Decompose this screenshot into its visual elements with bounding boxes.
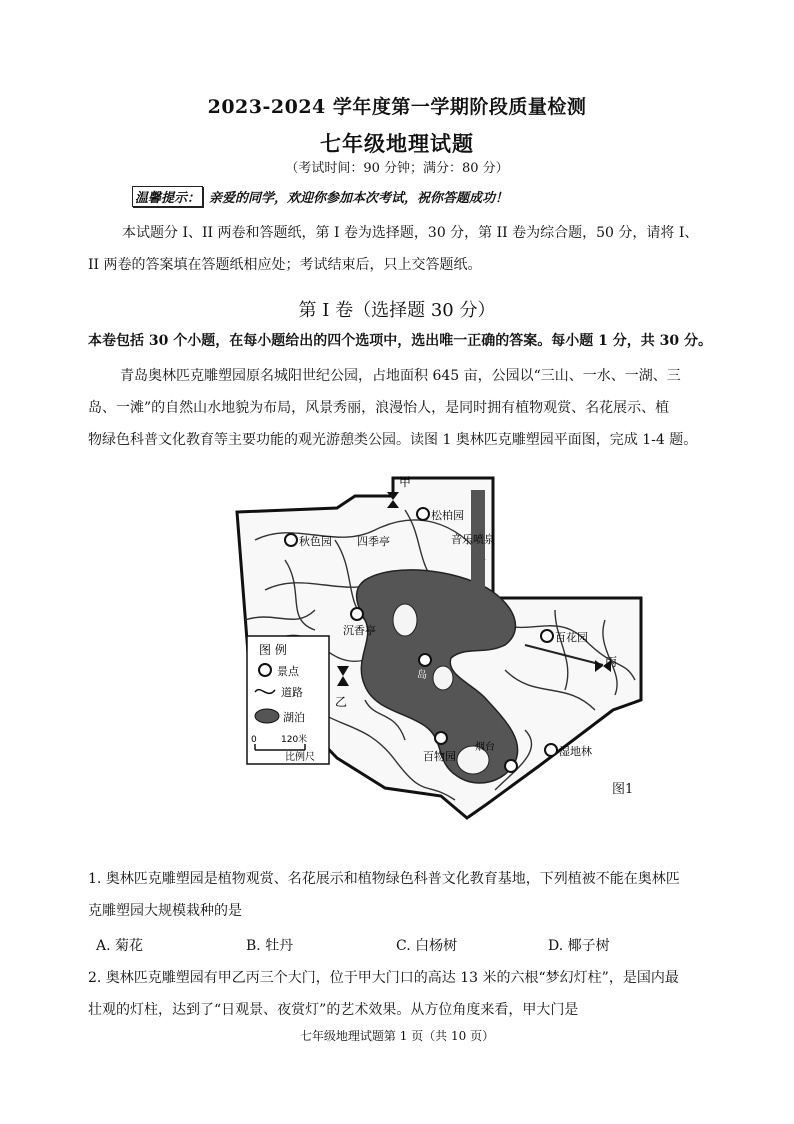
svg-text:百花园: 百花园 [555,631,588,644]
svg-text:百物园: 百物园 [423,750,456,763]
legend-spot-label: 景点 [277,665,299,678]
spot-baihua [541,630,588,644]
svg-text:松柏园: 松柏园 [431,509,464,522]
exam-info: （考试时间：90 分钟；满分：80 分） [285,161,509,176]
exam-title: 2023-2024 学年度第一学期阶段质量检测 [207,96,587,118]
figure-label: 图1 [612,782,634,797]
instructions-line-1: 本试题分 I、II 两卷和答题纸，第 I 卷为选择题，30 分，第 II 卷为综合题，50 分，请将 I、 [122,225,699,241]
legend-lake-icon [255,709,279,723]
question-1-line-1: 1. 奥林匹克雕塑园是植物观赏、名花展示和植物绿色科普文化教育基地，下列植被不能在奥林匹 [88,871,680,887]
gate-east-label: 丙 [605,655,618,669]
tip-label: 温馨提示： [132,186,203,207]
svg-text:烟台: 烟台 [475,742,495,753]
instructions-line-2: II 两卷的答案填在答题纸相应处；考试结束后，只上交答题纸。 [88,257,482,273]
gate-north-label: 甲 [399,475,412,489]
question-1-line-2: 克雕塑园大规模栽种的是 [88,903,242,919]
passage-line-1: 青岛奥林匹克雕塑园原名城阳世纪公园，占地面积 645 亩，公园以“三山、一水、一湖、三 [120,368,681,384]
exam-subtitle: 七年级地理试题 [320,131,474,156]
scale-label: 比例尺 [285,752,315,763]
tip-row [132,186,508,207]
scale-zero: 0 [251,735,257,745]
passage-line-3: 物绿色科普文化教育等主要功能的观光游憩类公园。读图 1 奥林匹克雕塑园平面图，完成 1-4 题。 [88,432,698,448]
legend-lake-label: 湖泊 [283,711,305,724]
svg-text:沉香亭: 沉香亭 [343,624,376,637]
scale-value: 120米 [281,735,308,745]
spot-yantai [475,740,495,753]
legend-road-label: 道路 [281,686,303,699]
passage-line-2: 岛、一滩”的自然山水地貌为布局，风景秀丽，浪漫怡人，是同时拥有植物观赏、名花展示、植 [88,400,670,416]
spot-yinyue [451,532,495,546]
page-footer: 七年级地理试题第 1 页（共 10 页） [299,1029,495,1043]
q1-option-c: C. 白杨树 [396,938,458,954]
q1-option-d: D. 椰子树 [548,938,610,954]
svg-text:秋色园: 秋色园 [299,535,332,548]
gate-west-label: 乙 [335,695,348,709]
tip-text: 亲爱的同学，欢迎你参加本次考试，祝你答题成功！ [209,191,509,206]
spot-shidilin [545,744,592,758]
spot-songbai [417,508,464,522]
question-2-line-2: 壮观的灯柱，达到了“日观景、夜赏灯”的艺术效果。从方位角度来看，甲大门是 [88,1002,579,1018]
legend-spot-icon [259,664,271,676]
q1-option-b: B. 牡丹 [246,938,294,954]
park-map [225,470,655,840]
svg-text:四季亭: 四季亭 [357,535,390,548]
section-title: 第 I 卷（选择题 30 分） [298,300,496,321]
island-1 [393,604,417,636]
svg-text:音乐喷泉: 音乐喷泉 [451,533,495,546]
spot-yantai-marker [505,760,517,772]
legend-title: 图 例 [259,643,287,657]
island-2 [433,666,453,690]
spot-qiuse [285,534,332,548]
spot-sijin [357,534,390,548]
section-desc: 本卷包括 30 个小题，在每小题给出的四个选项中，选出唯一正确的答案。每小题 1 分，共 30 分。 [88,333,712,349]
svg-text:岛: 岛 [417,670,427,681]
question-2-line-1: 2. 奥林匹克雕塑园有甲乙丙三个大门，位于甲大门口的高达 13 米的六根“梦幻灯柱”，是国内最 [88,970,679,986]
svg-text:湿地林: 湿地林 [559,745,592,758]
map-legend [247,636,329,764]
q1-option-a: A. 菊花 [96,938,144,954]
